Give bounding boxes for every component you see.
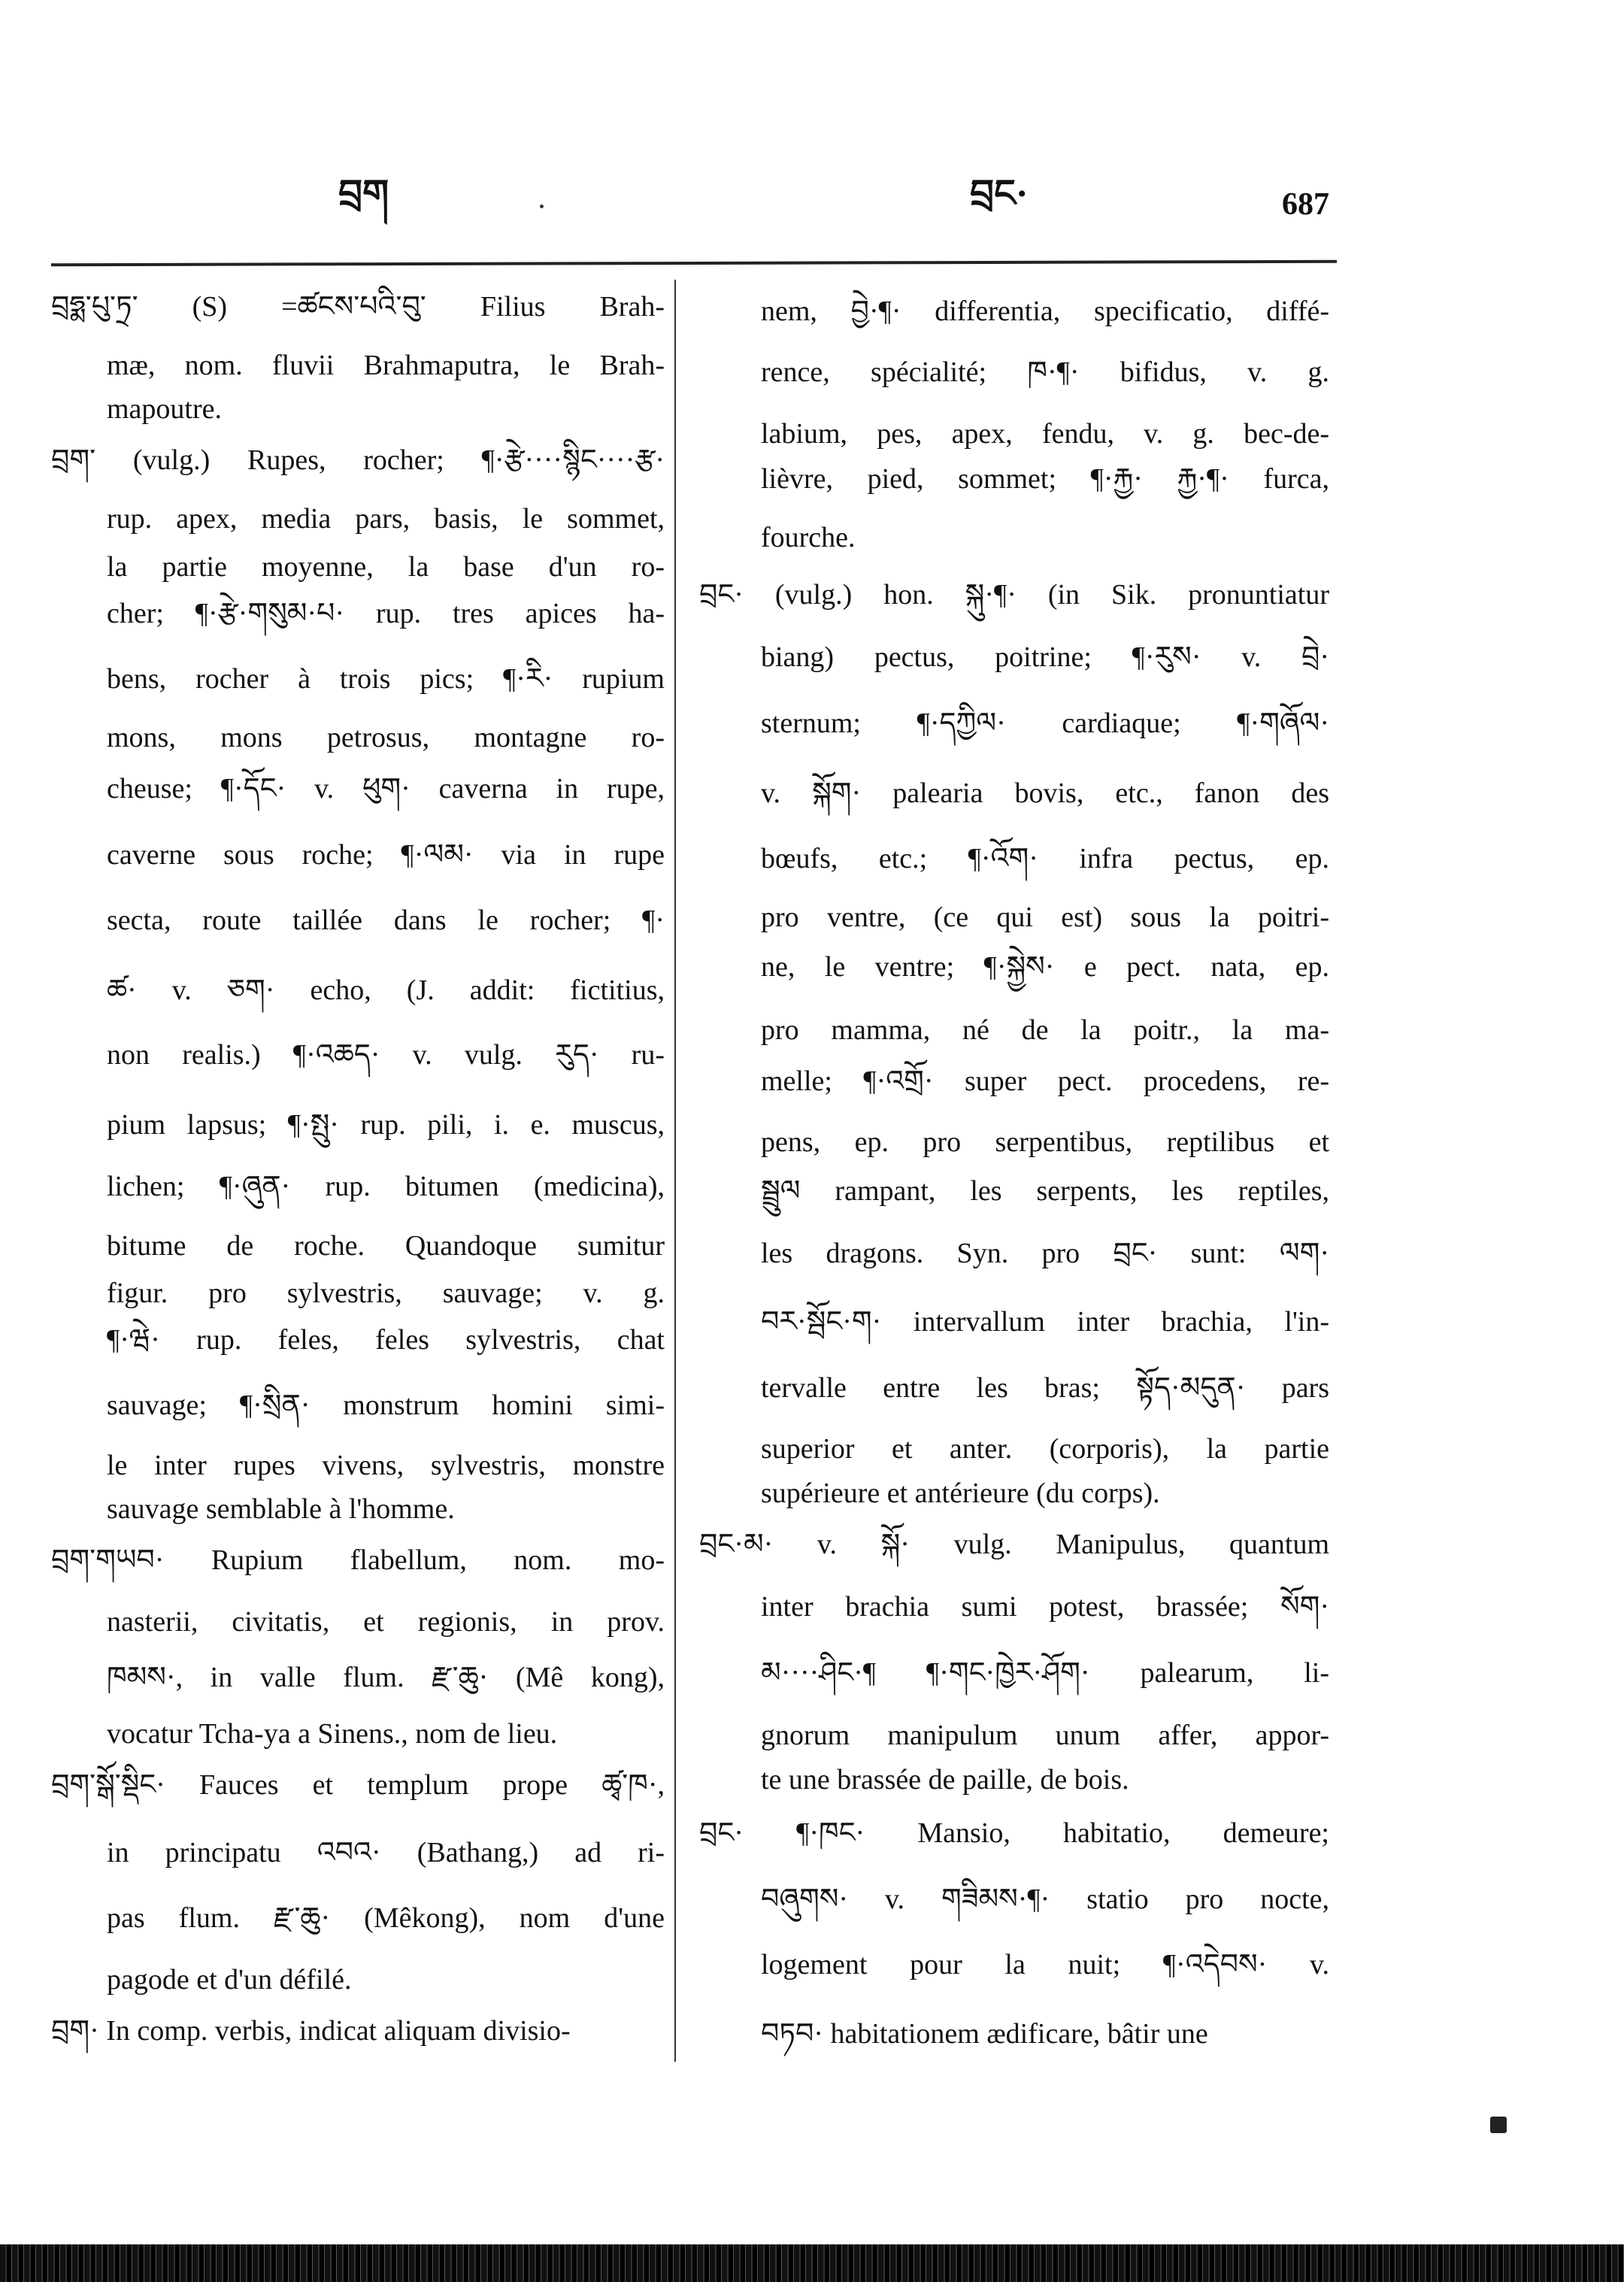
entry-text-line: ཁམས·, in valle flum. རྫ་ཆུ· (Mê kong), <box>107 1662 665 1693</box>
entry-text-line: superior et anter. (corporis), la partie <box>761 1433 1329 1465</box>
dictionary-entry-headline: བྲག་གཡབ· Rupium flabellum, nom. mo- <box>51 1544 665 1576</box>
entry-text-line: sauvage semblable à l'homme. <box>107 1493 455 1525</box>
entry-text-line: gnorum manipulum unum affer, appor- <box>761 1720 1329 1751</box>
entry-text-line: nem, བྱེ·¶· differentia, specificatio, diffé- <box>761 295 1329 327</box>
ink-mark <box>1490 2117 1507 2133</box>
header-dot <box>540 205 544 208</box>
dictionary-entry-headline: བྲཧྨ་པུ་ཏྲ་ (S) =ཚངས་པའི་བུ་ Filius Brah- <box>51 291 665 323</box>
entry-text-line: lichen; ¶·ཞུན· rup. bitumen (medicina), <box>107 1171 665 1202</box>
entry-text-line: secta, route taillée dans le rocher; ¶· <box>107 905 665 936</box>
entry-text-line: pro ventre, (ce qui est) sous la poitri- <box>761 902 1329 933</box>
entry-text-line: ཚ· v. ཅག· echo, (J. addit: fictitius, <box>107 974 665 1006</box>
entry-text-line: pagode et d'un défilé. <box>107 1964 352 1996</box>
dictionary-entry-headline: བྲང· (vulg.) hon. སྐུ·¶· (in Sik. pronuntiatur <box>699 579 1329 611</box>
entry-text-line: bitume de roche. Quandoque sumitur <box>107 1230 665 1262</box>
entry-text-line: in principatu འབའ· (Bathang,) ad ri- <box>107 1837 665 1868</box>
header-rule <box>51 260 1337 266</box>
entry-text-line: les dragons. Syn. pro བྲང· sunt: ལག· <box>761 1238 1329 1269</box>
dictionary-entry-headline: བྲག་ (vulg.) Rupes, rocher; ¶·རྩེ····སྙིང····རྩ· <box>51 444 665 476</box>
entry-text-line: biang) pectus, poitrine; ¶·རུས· v. བྲེ· <box>761 641 1329 673</box>
entry-text-line: pas flum. རྫ་ཆུ· (Mêkong), nom d'une <box>107 1902 665 1934</box>
entry-text-line: བར·སྦོང·ག· intervallum inter brachia, l'in- <box>761 1306 1329 1338</box>
entry-text-line: bœufs, etc.; ¶·འོག· infra pectus, ep. <box>761 843 1329 874</box>
entry-text-line: vocatur Tcha-ya a Sinens., nom de lieu. <box>107 1718 558 1750</box>
entry-text-line: བཞུགས· v. གཟིམས·¶· statio pro nocte, <box>761 1883 1329 1915</box>
entry-text-line: ¶·ཝེ· rup. feles, feles sylvestris, chat <box>107 1324 665 1356</box>
entry-text-line: melle; ¶·འགྲོ· super pect. procedens, re- <box>761 1065 1329 1097</box>
entry-text-line: མ····ཤིང·¶ ¶·གང·ཁྱེར·ཤོག· palearum, li- <box>761 1657 1329 1689</box>
dictionary-entry-headline: བྲག་སྒོ་སྡིང· Fauces et templum prope ཚྭ་ཁ·, <box>51 1769 665 1801</box>
entry-text-line: bens, rocher à trois pics; ¶·རི· rupium <box>107 663 665 695</box>
entry-text-line: mæ, nom. fluvii Brahmaputra, le Brah- <box>107 350 665 381</box>
entry-text-line: cheuse; ¶·དོང· v. ཕུག· caverna in rupe, <box>107 773 665 805</box>
entry-text-line: cher; ¶·རྩེ·གསུམ·པ· rup. tres apices ha- <box>107 598 665 629</box>
entry-text-line: tervalle entre les bras; སྟོད·མདུན· pars <box>761 1372 1329 1404</box>
scan-edge-bar <box>0 2244 1624 2282</box>
entry-text-line: caverne sous roche; ¶·ལམ· via in rupe <box>107 839 665 871</box>
entry-text-line: sternum; ¶·དཀྱིལ· cardiaque; ¶·གཞོལ· <box>761 708 1329 739</box>
entry-text-line: pium lapsus; ¶·སྤུ· rup. pili, i. e. muscus, <box>107 1109 665 1141</box>
entry-text-line: nasterii, civitatis, et regionis, in prov. <box>107 1606 665 1638</box>
entry-text-line: rence, spécialité; ཁ·¶· bifidus, v. g. <box>761 356 1329 388</box>
entry-text-line: te une brassée de paille, de bois. <box>761 1764 1129 1796</box>
entry-text-line: pens, ep. pro serpentibus, reptilibus et <box>761 1126 1329 1158</box>
entry-text-line: inter brachia sumi potest, brassée; སོག· <box>761 1591 1329 1623</box>
running-head-right: བྲང· <box>970 172 1029 214</box>
running-head-left: བྲག <box>338 172 389 214</box>
entry-text-line: v. སྐོག· palearia bovis, etc., fanon des <box>761 777 1329 809</box>
entry-text-line: ne, le ventre; ¶·སྐྱེས· e pect. nata, ep. <box>761 951 1329 983</box>
column-divider <box>674 280 676 2062</box>
entry-text-line: mons, mons petrosus, montagne ro- <box>107 722 665 753</box>
entry-text-line: བཏབ· habitationem ædificare, bâtir une <box>761 2018 1208 2050</box>
page-number: 687 <box>1282 187 1329 222</box>
entry-text-line: logement pour la nuit; ¶·འདེབས· v. <box>761 1949 1329 1980</box>
entry-text-line: pro mamma, né de la poitr., la ma- <box>761 1014 1329 1046</box>
entry-text-line: rup. apex, media pars, basis, le sommet, <box>107 503 665 535</box>
entry-text-line: figur. pro sylvestris, sauvage; v. g. <box>107 1277 665 1309</box>
entry-text-line: lièvre, pied, sommet; ¶·རྐྱ· རྐྱ·¶· furca, <box>761 463 1329 495</box>
entry-text-line: la partie moyenne, la base d'un ro- <box>107 551 665 583</box>
entry-text-line: supérieure et antérieure (du corps). <box>761 1477 1160 1509</box>
entry-text-line: fourche. <box>761 522 856 553</box>
dictionary-entry-headline: བྲག· In comp. verbis, indicat aliquam divisio- <box>51 2015 571 2047</box>
entry-text-line: mapoutre. <box>107 393 223 425</box>
entry-text-line: sauvage; ¶·སྲིན· monstrum homini simi- <box>107 1390 665 1421</box>
entry-text-line: non realis.) ¶·འཆད· v. vulg. རུད· ru- <box>107 1039 665 1071</box>
dictionary-entry-headline: བྲང· ¶·ཁང· Mansio, habitatio, demeure; <box>699 1817 1329 1849</box>
entry-text-line: སྦྲུལ rampant, les serpents, les reptiles, <box>761 1175 1329 1207</box>
entry-text-line: labium, pes, apex, fendu, v. g. bec-de- <box>761 418 1329 450</box>
dictionary-entry-headline: བྲང·མ· v. སྐོ· vulg. Manipulus, quantum <box>699 1529 1329 1560</box>
entry-text-line: le inter rupes vivens, sylvestris, monstre <box>107 1450 665 1481</box>
